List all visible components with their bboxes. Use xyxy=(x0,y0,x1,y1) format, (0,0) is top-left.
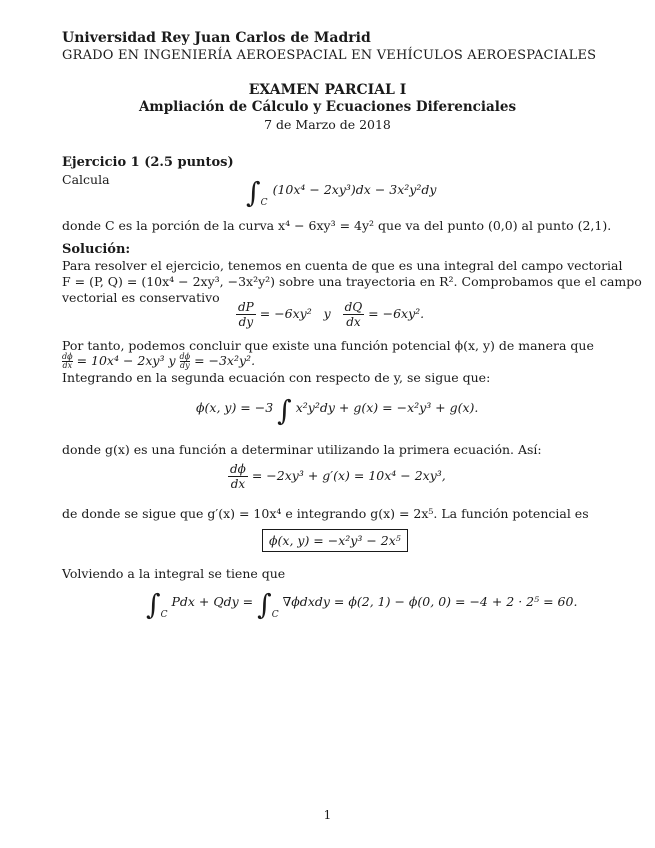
final-integral-subscript-1: C xyxy=(160,610,168,620)
exercise-integral xyxy=(246,176,436,209)
dp-dy-rhs: = −6xy² xyxy=(259,306,312,321)
dq-dx-rhs: = −6xy². xyxy=(368,306,425,321)
subject-title: Ampliación de Cálculo y Ecuaciones Diferenciales xyxy=(138,99,517,115)
exercise-heading: Ejercicio 1 (2.5 puntos) xyxy=(62,155,234,170)
final-eq-b: ∇ϕdxdy = ϕ(2, 1) − ϕ(0, 0) = −4 + 2 · 2⁵ = 60. xyxy=(282,594,578,609)
solution-p2-line1: Por tanto, podemos concluir que existe una función potencial ϕ(x, y) de manera que xyxy=(62,338,594,353)
exercise-prompt: Calcula xyxy=(62,172,110,187)
phi-equation xyxy=(196,394,478,427)
integral-body: (10x⁴ − 2xy³)dx − 3x²y²dy xyxy=(272,182,437,197)
degree-name: GRADO EN INGENIERÍA AEROESPACIAL EN VEHÍCULOS AEROESPACIALES xyxy=(62,48,597,63)
solution-p2-line2 xyxy=(62,353,255,370)
exercise-where-text: donde C es la porción de la curva x⁴ − 6xy³ = 4y² que va del punto (0,0) al punto (2,1). xyxy=(62,218,612,233)
integral-sign: ∫ xyxy=(257,588,272,621)
solution-p1-line3: vectorial es conservativo xyxy=(62,290,220,305)
dp-dy-fraction: $\frac{dP}{dy}$ xyxy=(238,300,254,329)
phi-eq-right: x²y²dy + g(x) = −x²y³ + g(x). xyxy=(295,400,479,415)
final-equation xyxy=(146,588,577,621)
solution-heading: Solución: xyxy=(62,242,131,257)
dphi-dx-small-fraction: $\frac{d\phi}{dx}$ xyxy=(62,352,73,370)
solution-p6: Volviendo a la integral se tiene que xyxy=(62,566,286,581)
integral-subscript: C xyxy=(260,198,268,208)
p2-eq-a: = 10x⁴ − 2xy³ y xyxy=(76,353,176,368)
integral-sign: ∫ xyxy=(146,588,161,621)
potential-function: ϕ(x, y) = −x²y³ − 2x⁵ xyxy=(262,529,408,552)
conjunction-y: y xyxy=(323,306,331,321)
page-number: 1 xyxy=(323,808,332,822)
solution-p1-line2: F = (P, Q) = (10x⁴ − 2xy³, −3x²y²) sobre una trayectoria en R². Comprobamos que el campo xyxy=(62,274,642,289)
solution-p1-line1: Para resolver el ejercicio, tenemos en cuenta de que es una integral del campo vectorial xyxy=(62,258,623,273)
final-eq-a: Pdx + Qdy = xyxy=(171,594,254,609)
dq-dx-fraction: $\frac{dQ}{dx}$ xyxy=(344,300,363,329)
final-integral-subscript-2: C xyxy=(271,610,279,620)
dphi-dx-equation xyxy=(228,462,446,491)
exam-title: EXAMEN PARCIAL I xyxy=(248,82,407,98)
solution-p3: Integrando en la segunda ecuación con respecto de y, se sigue que: xyxy=(62,370,491,385)
integral-sign: ∫ xyxy=(246,176,261,209)
integral-sign: ∫ xyxy=(277,394,292,427)
potential-function-box xyxy=(262,533,408,548)
conservative-check xyxy=(236,300,424,329)
solution-p4: donde g(x) es una función a determinar utilizando la primera ecuación. Así: xyxy=(62,442,542,457)
exam-date: 7 de Marzo de 2018 xyxy=(264,117,391,132)
dphi-dx-rhs: = −2xy³ + g′(x) = 10x⁴ − 2xy³, xyxy=(251,468,446,483)
dphi-dx-fraction: $\frac{d\phi}{dx}$ xyxy=(230,462,246,491)
solution-p5: de donde se sigue que g′(x) = 10x⁴ e integrando g(x) = 2x⁵. La función potencial es xyxy=(62,506,589,521)
dphi-dy-small-fraction: $\frac{d\phi}{dy}$ xyxy=(179,352,191,370)
university-name: Universidad Rey Juan Carlos de Madrid xyxy=(62,30,371,46)
p2-eq-b: = −3x²y². xyxy=(194,353,256,368)
phi-eq-left: ϕ(x, y) = −3 xyxy=(196,400,274,415)
